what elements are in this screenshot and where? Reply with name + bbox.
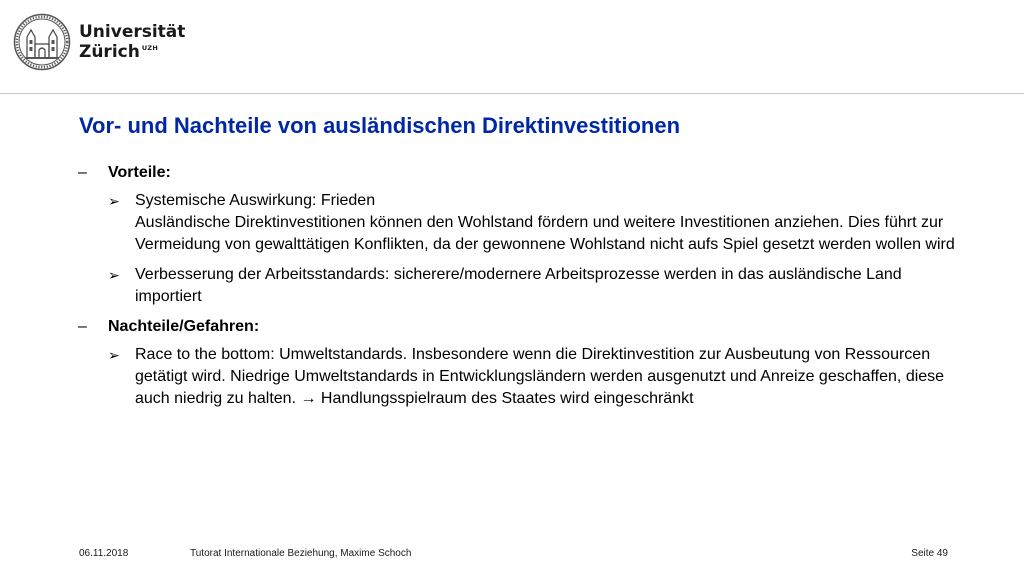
section-disadvantages bbox=[78, 316, 958, 410]
section-advantages bbox=[78, 162, 958, 308]
arrow-bullet-icon: ➢ bbox=[108, 347, 120, 363]
footer-date: 06.11.2018 bbox=[79, 548, 129, 559]
arrow-bullet-icon: ➢ bbox=[108, 267, 120, 283]
arrow-bullet-icon: ➢ bbox=[108, 193, 120, 209]
uzh-wordmark bbox=[79, 22, 185, 62]
item-heading: Systemische Auswirkung: Frieden bbox=[135, 192, 376, 209]
list-item bbox=[78, 264, 958, 308]
section-dash-marker: – bbox=[78, 164, 87, 181]
logo-superscript: UZH bbox=[141, 44, 159, 52]
logo-line-1: Universität bbox=[79, 22, 186, 42]
item-body: Race to the bottom: Umweltstandards. Insbesondere wenn die Direktinvestition zur Ausbeutung von Ressourcen getätigt wird. Niedrige Umweltstandards in Entwicklungsländern werden ausgenutzt und Anreize geschaffen, diese auch niedrig zu halten. → Handlungsspielraum des Staates wird eingeschränkt bbox=[135, 346, 945, 407]
uzh-seal-icon bbox=[13, 13, 71, 71]
uzh-logo bbox=[13, 13, 185, 71]
section-dash-marker: – bbox=[78, 318, 87, 335]
footer-page-number: Seite 49 bbox=[911, 548, 948, 559]
logo-line-2: Zürich bbox=[79, 42, 140, 62]
list-item bbox=[78, 190, 958, 256]
slide-title: Vor- und Nachteile von ausländischen Direktinvestitionen bbox=[79, 113, 681, 138]
footer-presentation-info: Tutorat Internationale Beziehung, Maxime Schoch bbox=[190, 548, 412, 559]
item-body: Verbesserung der Arbeitsstandards: sicherere/modernere Arbeitsprozesse werden in das ausländische Land importiert bbox=[135, 266, 902, 305]
header-divider bbox=[0, 93, 1024, 94]
section-heading-advantages: Vorteile: bbox=[108, 164, 171, 181]
list-item bbox=[78, 344, 958, 410]
item-body: Ausländische Direktinvestitionen können den Wohlstand fördern und weitere Investitionen anziehen. Dies führt zur Vermeidung von gewalttätigen Konflikten, da der gewonnene Wohlstand nicht aufs Spiel gesetzt werden wollen wird bbox=[135, 214, 955, 253]
section-heading-disadvantages: Nachteile/Gefahren: bbox=[108, 318, 260, 335]
slide-content bbox=[78, 162, 958, 418]
